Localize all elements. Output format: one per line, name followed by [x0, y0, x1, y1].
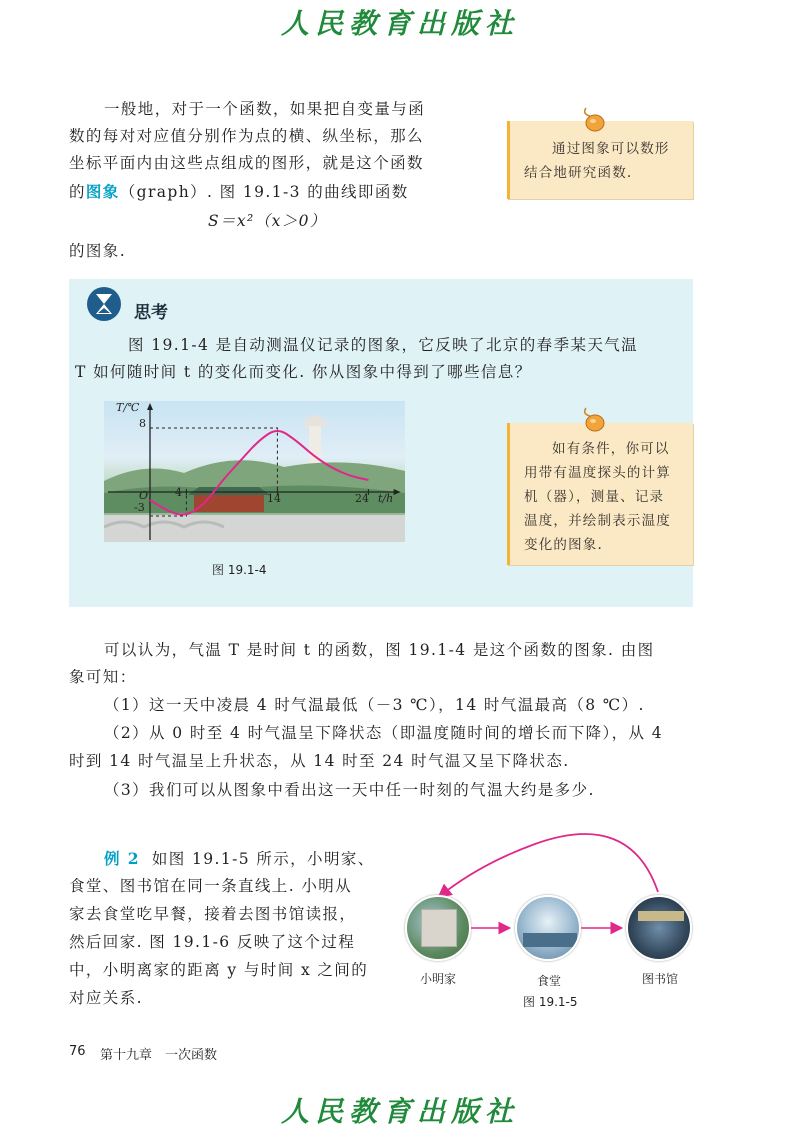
intro-line-3: 坐标平面内由这些点组成的图形，就是这个函数 — [69, 154, 424, 172]
example-line-6: 对应关系. — [69, 989, 143, 1007]
hourglass-icon — [86, 286, 122, 322]
body-item-1: （1）这一天中凌晨 4 时气温最低（－3 ℃），14 时气温最高（8 ℃）. — [104, 696, 645, 714]
example-line-4: 然后回家. 图 19.1-6 反映了这个过程 — [69, 933, 356, 951]
example-line-1 — [104, 845, 375, 873]
home-photo — [405, 895, 471, 961]
x-tick-14: 14 — [267, 492, 281, 505]
library-photo — [626, 895, 692, 961]
example-label: 例 2 — [104, 849, 140, 868]
y-tick-8: 8 — [139, 417, 146, 430]
term-graph: 图象 — [85, 182, 120, 201]
note1-line-2: 结合地研究函数. — [524, 165, 633, 181]
publisher-logo: 人民教育出版社 — [280, 7, 519, 40]
formula: S＝x²（x＞0） — [208, 212, 327, 230]
intro-line-4 — [69, 178, 409, 206]
temperature-series-line — [150, 431, 368, 515]
intro-line-4-suffix: （graph）. 图 19.1-3 的曲线即函数 — [119, 183, 409, 201]
page-number: 76 — [69, 1044, 86, 1059]
example-line-1-text: 如图 19.1-5 所示，小明家、 — [151, 850, 375, 868]
x-tick-4: 4 — [175, 486, 182, 499]
x-axis-label: t/h — [378, 492, 394, 505]
think-title: 思考 — [134, 303, 168, 323]
origin-label: O — [139, 489, 149, 502]
x-tick-24: 24 — [355, 492, 369, 505]
think-line-1: 图 19.1-4 是自动测温仪记录的图象，它反映了北京的春季某天气温 — [128, 336, 639, 354]
example-line-2: 食堂、图书馆在同一条直线上. 小明从 — [69, 877, 353, 895]
y-axis-arrow — [147, 403, 153, 410]
y-axis-label: T/℃ — [116, 401, 140, 414]
place-label-home: 小明家 — [420, 972, 457, 986]
body-item-2-line-1: （2）从 0 时至 4 时气温呈下降状态（即温度随时间的增长而下降），从 4 — [104, 724, 664, 742]
temperature-chart-photo — [104, 401, 405, 542]
figure-caption-19-1-5: 图 19.1-5 — [523, 995, 578, 1009]
example-line-3: 家去食堂吃早餐，接着去图书馆读报， — [69, 905, 357, 923]
intro-line-6: 的图象. — [69, 242, 127, 260]
think-line-2: T 如何随时间 t 的变化而变化. 你从图象中得到了哪些信息？ — [75, 363, 532, 381]
note1-line-1: 通过图象可以数形 — [552, 141, 670, 157]
note2-line-2: 用带有温度探头的计算 — [524, 465, 671, 481]
y-tick-minus-3: -3 — [134, 501, 145, 514]
pin-icon-2 — [580, 404, 606, 434]
body-item-2-line-2: 时到 14 时气温呈上升状态，从 14 时至 24 时气温又呈下降状态. — [69, 752, 570, 770]
publisher-logo-footer: 人民教育出版社 — [280, 1095, 519, 1128]
max-guide — [150, 428, 277, 492]
canteen-photo — [515, 895, 581, 961]
chart-caption: 图 19.1-4 — [212, 563, 267, 577]
x-axis-arrow — [394, 489, 401, 495]
margin-note-2 — [507, 423, 693, 565]
place-label-library: 图书馆 — [642, 972, 679, 986]
example-line-5: 中，小明离家的距离 y 与时间 x 之间的 — [69, 961, 369, 979]
note2-line-1: 如有条件，你可以 — [552, 441, 670, 457]
note2-line-3: 机（器），测量、记录 — [524, 489, 665, 505]
temperature-line-chart — [104, 401, 405, 542]
body-line-2: 象可知： — [69, 668, 137, 686]
note2-line-4: 温度，并绘制表示温度 — [524, 513, 671, 529]
body-item-3: （3）我们可以从图象中看出这一天中任一时刻的气温大约是多少. — [104, 781, 595, 799]
intro-line-1: 一般地，对于一个函数，如果把自变量与函 — [104, 100, 426, 118]
intro-line-2: 数的每对对应值分别作为点的横、纵坐标，那么 — [69, 127, 424, 145]
chapter-title: 第十九章 一次函数 — [100, 1048, 218, 1063]
intro-line-4-prefix: 的 — [69, 183, 86, 201]
place-label-canteen: 食堂 — [537, 974, 562, 988]
pin-icon — [580, 104, 606, 134]
note2-line-5: 变化的图象. — [524, 537, 603, 553]
body-line-1: 可以认为，气温 T 是时间 t 的函数，图 19.1-4 是这个函数的图象. 由图 — [104, 641, 655, 659]
